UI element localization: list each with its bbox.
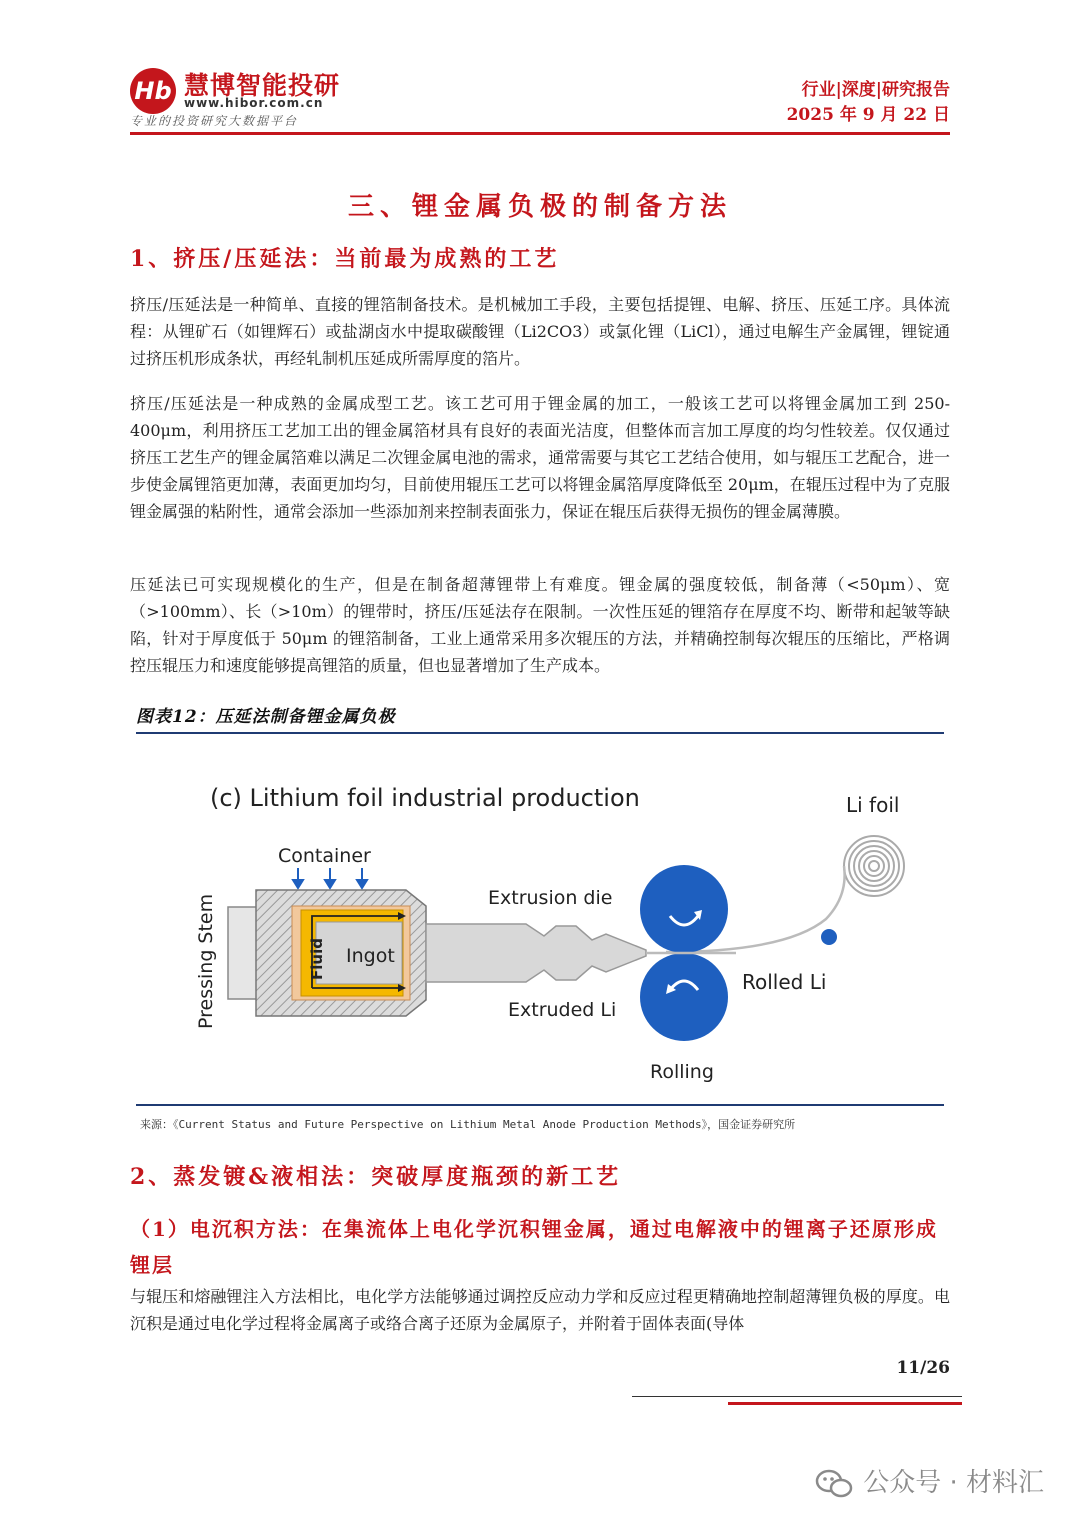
logo-url: www.hibor.com.cn bbox=[184, 96, 324, 110]
section-title: 三、锂金属负极的制备方法 bbox=[347, 192, 732, 222]
li-foil-coil-icon bbox=[844, 836, 904, 896]
footer-line bbox=[632, 1396, 962, 1397]
diagram-title: (c) Lithium foil industrial production bbox=[210, 784, 640, 812]
logo-slogan: 专业的投资研究大数据平台 bbox=[130, 114, 299, 128]
figure-source: 来源：《Current Status and Future Perspective on Lithium Metal Anode Production Methods》，国金证券研究所 bbox=[140, 1118, 796, 1131]
paragraph-3: 压延法已可实现规模化的生产，但是在制备超薄锂带上有难度。锂金属的强度较低，制备薄（<50μm）、宽（>100mm）、长（>10m）的锂带时，挤压/压延法存在限制。一次性压延的锂箔存在厚度不均、断带和起皱等缺陷，针对于厚度低于 50μm 的锂箔制备，工业上通常采用多次辊压的方法，并精确控制每次辊压的压缩比，严格调控压辊压力和速度能够提高锂箔的质量，但也显著增加了生产成本。 bbox=[130, 575, 950, 675]
li-foil-label: Li foil bbox=[846, 793, 900, 817]
report-type: 行业|深度|研究报告 bbox=[801, 80, 950, 100]
ingot-label: Ingot bbox=[346, 945, 395, 967]
logo bbox=[130, 66, 390, 130]
subsubsection-title: （1）电沉积方法：在集流体上电化学沉积锂金属，通过电解液中的锂离子还原形成锂层 bbox=[130, 1217, 938, 1277]
report-date: 2025 年 9 月 22 日 bbox=[786, 105, 950, 125]
guide-roller-icon bbox=[821, 929, 837, 945]
watermark bbox=[815, 1462, 1044, 1500]
upper-roller bbox=[640, 865, 728, 953]
paragraph-1: 挤压/压延法是一种简单、直接的锂箔制备技术。是机械加工手段，主要包括提锂、电解、挤压、压延工序。具体流程：从锂矿石（如锂辉石）或盐湖卤水中提取碳酸锂（Li2CO3）或氯化锂（LiCl），通过电解生产金属锂，锂锭通过挤压机形成条状，再经轧制机压延成所需厚度的箔片。 bbox=[130, 295, 950, 368]
watermark-text: 公众号 · 材料汇 bbox=[863, 1468, 1044, 1498]
logo-name: 慧博智能投研 bbox=[184, 71, 341, 100]
paragraph-4: 与辊压和熔融锂注入方法相比，电化学方法能够通过调控反应动力学和反应过程更精确地控制超薄锂负极的厚度。电沉积是通过电化学过程将金属离子或络合离子还原为金属原子，并附着于固体表面(导体 bbox=[130, 1287, 950, 1333]
extrusion-die bbox=[426, 924, 646, 982]
container-arrows-icon bbox=[293, 868, 367, 888]
extrusion-die-label: Extrusion die bbox=[488, 887, 613, 909]
subsection-title-2: 2、蒸发镀&液相法：突破厚度瓶颈的新工艺 bbox=[130, 1164, 622, 1190]
rolled-li-label: Rolled Li bbox=[742, 970, 827, 994]
rolling-label: Rolling bbox=[650, 1061, 714, 1083]
lower-roller bbox=[640, 953, 728, 1041]
extruded-li-label: Extruded Li bbox=[508, 999, 617, 1021]
figure-top-line bbox=[136, 732, 944, 734]
header-meta bbox=[787, 78, 950, 128]
lithium-foil-production-diagram bbox=[136, 744, 944, 1100]
paragraph-2: 挤压/压延法是一种成熟的金属成型工艺。该工艺可用于锂金属的加工，一般该工艺可以将锂金属加工到 250-400μm，利用挤压工艺加工出的锂金属箔材具有良好的表面光洁度，但整体而言加工厚度的均匀性较差。仅仅通过挤压工艺生产的锂金属箔难以满足二次锂金属电池的需求，通常需要与其它工艺结合使用，如与辊压工艺配合，进一步使金属锂箔更加薄，表面更加均匀，目前使用辊压工艺可以将锂金属箔厚度降低至 20μm，在辊压过程中为了克服锂金属强的粘附性，通常会添加一些添加剂来控制表面张力，保证在辊压后获得无损伤的锂金属薄膜。 bbox=[130, 394, 950, 521]
container-label: Container bbox=[278, 845, 371, 867]
pressing-stem-label: Pressing Stem bbox=[195, 893, 217, 1029]
figure-bottom-line bbox=[136, 1104, 944, 1106]
logo-mark-icon: Hb bbox=[130, 68, 176, 114]
fluid-label: Fluid bbox=[308, 938, 326, 980]
figure-caption: 图表12：压延法制备锂金属负极 bbox=[136, 707, 396, 727]
footer-accent-line bbox=[728, 1402, 962, 1405]
subsection-title-1: 1、挤压/压延法：当前最为成熟的工艺 bbox=[130, 246, 560, 272]
page-number: 11/26 bbox=[896, 1358, 950, 1378]
header-divider bbox=[130, 132, 950, 135]
wechat-icon bbox=[815, 1468, 853, 1500]
